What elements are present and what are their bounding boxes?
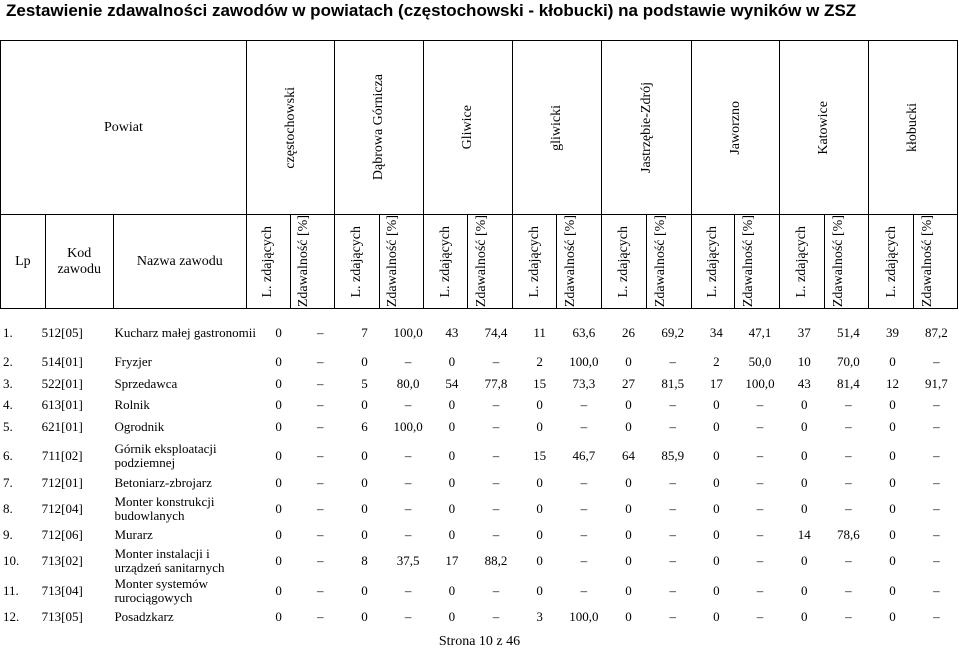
cell-l-zdajacych: 10: [797, 353, 811, 369]
data-table: [0, 315, 958, 627]
cell-l-zdajacych: 0: [448, 418, 456, 434]
cell-l-zdajacych: 0: [536, 418, 543, 434]
cell-zdawalnosc: –: [492, 608, 500, 624]
row-lp: 2.: [3, 353, 13, 369]
cell-l-zdajacych: 43: [445, 325, 459, 340]
cell-zdawalnosc: –: [492, 353, 500, 369]
l-zdajacych-header: L. zdających: [260, 225, 276, 298]
cell-zdawalnosc: –: [845, 475, 852, 490]
table-row: [0, 576, 958, 606]
cell-zdawalnosc: –: [933, 526, 940, 542]
row-nazwa: Kucharz małej gastronomii: [114, 325, 256, 340]
cell-l-zdajacych: 0: [361, 475, 368, 490]
row-kod: 711[02]: [41, 447, 83, 463]
cell-zdawalnosc: –: [317, 397, 324, 412]
cell-zdawalnosc: –: [404, 397, 412, 412]
table-row: [0, 473, 958, 493]
l-zdajacych-header: L. zdających: [883, 225, 899, 298]
cell-l-zdajacych: 0: [361, 500, 368, 516]
cell-l-zdajacych: 0: [800, 500, 808, 516]
zdawalnosc-header: Zdawalność [%]: [741, 215, 757, 308]
cell-l-zdajacych: 0: [275, 500, 282, 516]
cell-zdawalnosc: –: [933, 418, 940, 434]
table-row: [0, 545, 958, 576]
cell-l-zdajacych: 0: [713, 552, 720, 568]
cell-l-zdajacych: 0: [800, 608, 808, 624]
cell-zdawalnosc: –: [317, 475, 324, 490]
cell-zdawalnosc: –: [492, 583, 500, 598]
l-zdajacych-header: L. zdających: [526, 225, 542, 298]
cell-l-zdajacych: 0: [889, 583, 896, 598]
cell-zdawalnosc: 85,9: [661, 447, 685, 463]
row-kod: 621[01]: [41, 418, 83, 434]
l-zdajacych-header: L. zdających: [616, 225, 632, 298]
cell-zdawalnosc: –: [317, 325, 324, 340]
cell-l-zdajacych: 39: [886, 325, 900, 340]
cell-zdawalnosc: –: [756, 475, 764, 490]
cell-l-zdajacych: 0: [448, 500, 456, 516]
row-lp: 6.: [3, 447, 13, 463]
cell-l-zdajacych: 26: [622, 325, 636, 340]
cell-l-zdajacych: 0: [361, 526, 368, 542]
cell-zdawalnosc: –: [845, 608, 852, 624]
cell-zdawalnosc: –: [669, 475, 676, 490]
cell-zdawalnosc: 88,2: [484, 552, 508, 568]
cell-l-zdajacych: 34: [709, 325, 723, 340]
cell-l-zdajacych: 0: [275, 418, 282, 434]
cell-zdawalnosc: –: [669, 526, 676, 542]
table-row: [0, 438, 958, 473]
table-row: [0, 395, 958, 415]
row-lp: 3.: [3, 375, 13, 391]
cell-zdawalnosc: 73,3: [572, 375, 596, 391]
cell-l-zdajacych: 0: [361, 353, 368, 369]
cell-l-zdajacych: 0: [713, 475, 720, 490]
cell-zdawalnosc: –: [845, 447, 852, 463]
powiat-name: Dąbrowa Górnicza: [371, 74, 387, 181]
cell-l-zdajacych: 15: [533, 447, 547, 463]
cell-l-zdajacych: 0: [625, 552, 632, 568]
row-lp: 4.: [3, 397, 13, 412]
cell-zdawalnosc: –: [756, 608, 764, 624]
cell-l-zdajacych: 0: [713, 526, 720, 542]
cell-zdawalnosc: 50,0: [748, 353, 772, 369]
cell-l-zdajacych: 2: [713, 353, 720, 369]
cell-l-zdajacych: 0: [448, 475, 456, 490]
cell-l-zdajacych: 0: [361, 397, 368, 412]
cell-l-zdajacych: 0: [448, 447, 456, 463]
row-nazwa: Monter instalacji i urządzeń sanitarnych: [114, 545, 225, 575]
cell-l-zdajacych: 0: [625, 418, 632, 434]
cell-zdawalnosc: –: [669, 418, 676, 434]
cell-l-zdajacych: 0: [275, 552, 282, 568]
cell-zdawalnosc: –: [845, 418, 852, 434]
cell-zdawalnosc: 47,1: [748, 325, 772, 340]
cell-zdawalnosc: 78,6: [837, 526, 860, 542]
cell-zdawalnosc: 63,6: [572, 325, 596, 340]
cell-zdawalnosc: –: [756, 418, 764, 434]
cell-l-zdajacych: 11: [533, 325, 546, 340]
cell-l-zdajacych: 0: [800, 397, 808, 412]
cell-l-zdajacych: 0: [625, 583, 632, 598]
cell-zdawalnosc: –: [317, 418, 324, 434]
cell-l-zdajacych: 0: [275, 353, 282, 369]
cell-l-zdajacych: 0: [275, 608, 282, 624]
table-row: [0, 606, 958, 627]
cell-l-zdajacych: 0: [625, 526, 632, 542]
row-nazwa: Posadzkarz: [114, 608, 174, 624]
cell-zdawalnosc: –: [580, 583, 588, 598]
cell-zdawalnosc: –: [669, 397, 676, 412]
zdawalnosc-header: Zdawalność [%]: [919, 215, 935, 308]
row-kod: 613[01]: [41, 397, 83, 412]
cell-l-zdajacych: 0: [625, 608, 632, 624]
cell-l-zdajacych: 0: [800, 418, 808, 434]
table-row: [0, 493, 958, 524]
cell-l-zdajacych: 43: [797, 375, 811, 391]
row-nazwa: Ogrodnik: [114, 418, 165, 434]
cell-zdawalnosc: 37,5: [396, 552, 420, 568]
cell-zdawalnosc: 81,5: [661, 375, 685, 391]
cell-l-zdajacych: 0: [625, 353, 632, 369]
row-lp: 12.: [3, 608, 20, 624]
cell-l-zdajacych: 0: [275, 397, 282, 412]
l-zdajacych-header: L. zdających: [705, 225, 721, 298]
cell-l-zdajacych: 0: [800, 552, 808, 568]
cell-zdawalnosc: –: [317, 526, 324, 542]
cell-l-zdajacych: 0: [713, 418, 720, 434]
row-nazwa: Monter systemów rurociągowych: [114, 576, 208, 605]
cell-zdawalnosc: –: [580, 552, 588, 568]
cell-zdawalnosc: –: [756, 526, 764, 542]
row-nazwa: Murarz: [114, 526, 153, 542]
cell-zdawalnosc: –: [492, 526, 500, 542]
cell-zdawalnosc: –: [669, 552, 676, 568]
cell-zdawalnosc: 100,0: [393, 325, 423, 340]
row-kod: 713[04]: [41, 583, 83, 598]
cell-zdawalnosc: 51,4: [837, 325, 860, 340]
cell-l-zdajacych: 0: [889, 475, 896, 490]
cell-l-zdajacych: 14: [797, 526, 811, 542]
cell-zdawalnosc: –: [669, 608, 676, 624]
zdawalnosc-header: Zdawalność [%]: [474, 215, 490, 308]
powiat-name: Gliwice: [459, 105, 475, 150]
cell-l-zdajacych: 0: [889, 353, 896, 369]
cell-zdawalnosc: 100,0: [393, 418, 423, 434]
cell-zdawalnosc: –: [317, 375, 324, 391]
zdawalnosc-header: Zdawalność [%]: [385, 215, 401, 308]
cell-l-zdajacych: 0: [889, 418, 896, 434]
powiat-name: Katowice: [816, 100, 832, 155]
cell-l-zdajacych: 5: [361, 375, 368, 391]
cell-l-zdajacych: 0: [889, 500, 896, 516]
cell-l-zdajacych: 0: [275, 526, 282, 542]
zdawalnosc-header: Zdawalność [%]: [296, 215, 312, 308]
table-row: [0, 524, 958, 545]
page-title: Zestawienie zdawalności zawodów w powiatach (częstochowski - kłobucki) na podstawie wyników w ZSZ: [6, 1, 857, 20]
cell-l-zdajacych: 7: [361, 325, 368, 340]
cell-zdawalnosc: –: [933, 475, 940, 490]
cell-zdawalnosc: –: [933, 353, 940, 369]
cell-l-zdajacych: 37: [797, 325, 811, 340]
powiat-name: gliwicki: [549, 104, 565, 151]
cell-l-zdajacych: 2: [536, 353, 543, 369]
nazwa-header: Nazwa zawodu: [113, 215, 246, 309]
cell-zdawalnosc: –: [580, 500, 588, 516]
cell-l-zdajacych: 0: [448, 526, 456, 542]
l-zdajacych-header: L. zdających: [794, 225, 810, 298]
cell-zdawalnosc: –: [404, 583, 412, 598]
cell-l-zdajacych: 0: [713, 583, 720, 598]
row-lp: 5.: [3, 418, 13, 434]
cell-l-zdajacych: 8: [361, 552, 368, 568]
cell-l-zdajacych: 0: [275, 583, 282, 598]
cell-l-zdajacych: 0: [625, 397, 632, 412]
cell-zdawalnosc: –: [492, 447, 500, 463]
cell-zdawalnosc: –: [933, 447, 940, 463]
cell-zdawalnosc: –: [404, 447, 412, 463]
cell-l-zdajacych: 0: [536, 397, 543, 412]
cell-zdawalnosc: –: [317, 447, 324, 463]
cell-l-zdajacych: 0: [361, 583, 368, 598]
cell-l-zdajacych: 0: [448, 353, 456, 369]
cell-l-zdajacych: 0: [713, 608, 720, 624]
row-nazwa: Rolnik: [114, 397, 150, 412]
cell-zdawalnosc: 87,2: [924, 325, 948, 340]
row-kod: 522[01]: [41, 375, 83, 391]
header-table: [0, 40, 958, 309]
cell-zdawalnosc: –: [933, 397, 940, 412]
cell-l-zdajacych: 0: [889, 526, 896, 542]
lp-header: Lp: [1, 215, 46, 309]
row-kod: 713[02]: [41, 552, 83, 568]
cell-l-zdajacych: 0: [625, 500, 632, 516]
cell-zdawalnosc: –: [580, 418, 588, 434]
cell-l-zdajacych: 0: [536, 526, 543, 542]
cell-l-zdajacych: 0: [361, 447, 368, 463]
cell-l-zdajacych: 0: [361, 608, 368, 624]
row-lp: 7.: [3, 475, 13, 490]
zdawalnosc-header: Zdawalność [%]: [830, 215, 846, 308]
cell-zdawalnosc: –: [404, 500, 412, 516]
cell-l-zdajacych: 0: [275, 447, 282, 463]
cell-zdawalnosc: –: [317, 353, 324, 369]
page-footer: Strona 10 z 46: [438, 634, 521, 649]
cell-zdawalnosc: –: [492, 397, 500, 412]
cell-zdawalnosc: –: [933, 583, 940, 598]
cell-zdawalnosc: 100,0: [569, 608, 599, 624]
cell-zdawalnosc: –: [933, 500, 940, 516]
cell-l-zdajacych: 0: [536, 583, 543, 598]
cell-zdawalnosc: –: [669, 583, 676, 598]
row-lp: 8.: [3, 500, 13, 516]
cell-l-zdajacych: 15: [533, 375, 547, 391]
cell-l-zdajacych: 0: [889, 608, 896, 624]
table-row: [0, 372, 958, 395]
cell-zdawalnosc: –: [845, 552, 852, 568]
table-row: [0, 315, 958, 351]
cell-zdawalnosc: –: [756, 583, 764, 598]
cell-l-zdajacych: 0: [800, 475, 808, 490]
cell-l-zdajacych: 27: [622, 375, 636, 391]
table-row: [0, 351, 958, 372]
cell-zdawalnosc: 80,0: [396, 375, 420, 391]
cell-l-zdajacych: 64: [622, 447, 636, 463]
powiat-name: kłobucki: [905, 103, 921, 152]
l-zdajacych-header: L. zdających: [437, 225, 453, 298]
cell-zdawalnosc: 81,4: [837, 375, 860, 391]
cell-l-zdajacych: 0: [275, 375, 282, 391]
cell-l-zdajacych: 0: [889, 552, 896, 568]
l-zdajacych-header: L. zdających: [349, 225, 365, 298]
row-nazwa: Betoniarz-zbrojarz: [114, 475, 212, 490]
cell-l-zdajacych: 12: [886, 375, 900, 391]
cell-l-zdajacych: 0: [889, 447, 896, 463]
cell-l-zdajacych: 0: [448, 397, 456, 412]
cell-zdawalnosc: –: [317, 583, 324, 598]
cell-zdawalnosc: –: [492, 475, 500, 490]
cell-zdawalnosc: –: [669, 353, 676, 369]
cell-l-zdajacych: 6: [361, 418, 368, 434]
cell-zdawalnosc: –: [317, 500, 324, 516]
row-nazwa: Monter konstrukcji budowlanych: [114, 493, 215, 523]
cell-zdawalnosc: –: [756, 552, 764, 568]
cell-l-zdajacych: 17: [709, 375, 723, 391]
kod-header: Kod zawodu: [45, 215, 113, 309]
cell-zdawalnosc: –: [492, 500, 500, 516]
cell-zdawalnosc: –: [756, 447, 764, 463]
cell-zdawalnosc: 74,4: [484, 325, 508, 340]
cell-zdawalnosc: –: [933, 552, 940, 568]
cell-l-zdajacych: 0: [713, 397, 720, 412]
cell-zdawalnosc: –: [845, 583, 852, 598]
cell-zdawalnosc: –: [580, 526, 588, 542]
row-kod: 512[05]: [41, 325, 83, 340]
row-kod: 514[01]: [41, 353, 83, 369]
row-lp: 10.: [3, 552, 20, 568]
cell-zdawalnosc: 100,0: [569, 353, 599, 369]
table-row: [0, 415, 958, 438]
cell-l-zdajacych: 3: [536, 608, 543, 624]
cell-zdawalnosc: –: [492, 418, 500, 434]
cell-l-zdajacych: 0: [713, 500, 720, 516]
cell-zdawalnosc: 77,8: [484, 375, 508, 391]
cell-l-zdajacych: 0: [889, 397, 896, 412]
powiat-name: częstochowski: [282, 86, 298, 169]
cell-zdawalnosc: –: [845, 500, 852, 516]
cell-l-zdajacych: 0: [800, 583, 808, 598]
cell-l-zdajacych: 0: [536, 500, 543, 516]
cell-l-zdajacych: 0: [625, 475, 632, 490]
cell-l-zdajacych: 54: [445, 375, 459, 391]
powiat-name: Jastrzębie-Zdrój: [638, 82, 654, 173]
cell-zdawalnosc: 70,0: [837, 353, 860, 369]
cell-l-zdajacych: 0: [448, 608, 456, 624]
cell-l-zdajacych: 0: [536, 552, 543, 568]
cell-l-zdajacych: 0: [800, 447, 808, 463]
cell-zdawalnosc: –: [317, 552, 324, 568]
row-nazwa: Górnik eksploatacji podziemnej: [114, 440, 217, 470]
cell-zdawalnosc: 46,7: [572, 447, 596, 463]
cell-l-zdajacych: 17: [445, 552, 459, 568]
powiat-name: Jaworzno: [727, 100, 743, 155]
cell-zdawalnosc: –: [404, 526, 412, 542]
cell-zdawalnosc: –: [404, 475, 412, 490]
powiat-label: Powiat: [1, 41, 247, 215]
cell-zdawalnosc: 100,0: [745, 375, 775, 391]
cell-zdawalnosc: –: [933, 608, 940, 624]
row-kod: 712[04]: [41, 500, 83, 516]
row-kod: 713[05]: [41, 608, 83, 624]
cell-zdawalnosc: –: [756, 500, 764, 516]
row-nazwa: Sprzedawca: [114, 375, 178, 391]
cell-l-zdajacych: 0: [275, 325, 282, 340]
zdawalnosc-header: Zdawalność [%]: [562, 215, 578, 308]
row-kod: 712[01]: [41, 475, 83, 490]
cell-l-zdajacych: 0: [713, 447, 720, 463]
cell-zdawalnosc: –: [756, 397, 764, 412]
cell-zdawalnosc: 91,7: [924, 375, 948, 391]
cell-l-zdajacych: 0: [275, 475, 282, 490]
row-lp: 11.: [3, 583, 19, 598]
row-lp: 9.: [3, 526, 13, 542]
cell-zdawalnosc: –: [669, 500, 676, 516]
row-kod: 712[06]: [41, 526, 83, 542]
row-nazwa: Fryzjer: [114, 353, 152, 369]
cell-l-zdajacych: 0: [536, 475, 543, 490]
zdawalnosc-header: Zdawalność [%]: [652, 215, 668, 308]
cell-zdawalnosc: –: [580, 475, 588, 490]
cell-zdawalnosc: –: [580, 397, 588, 412]
cell-zdawalnosc: –: [404, 353, 412, 369]
cell-zdawalnosc: –: [317, 608, 324, 624]
cell-zdawalnosc: –: [404, 608, 412, 624]
cell-l-zdajacych: 0: [448, 583, 456, 598]
cell-zdawalnosc: 69,2: [661, 325, 685, 340]
cell-zdawalnosc: –: [845, 397, 852, 412]
row-lp: 1.: [3, 325, 13, 340]
